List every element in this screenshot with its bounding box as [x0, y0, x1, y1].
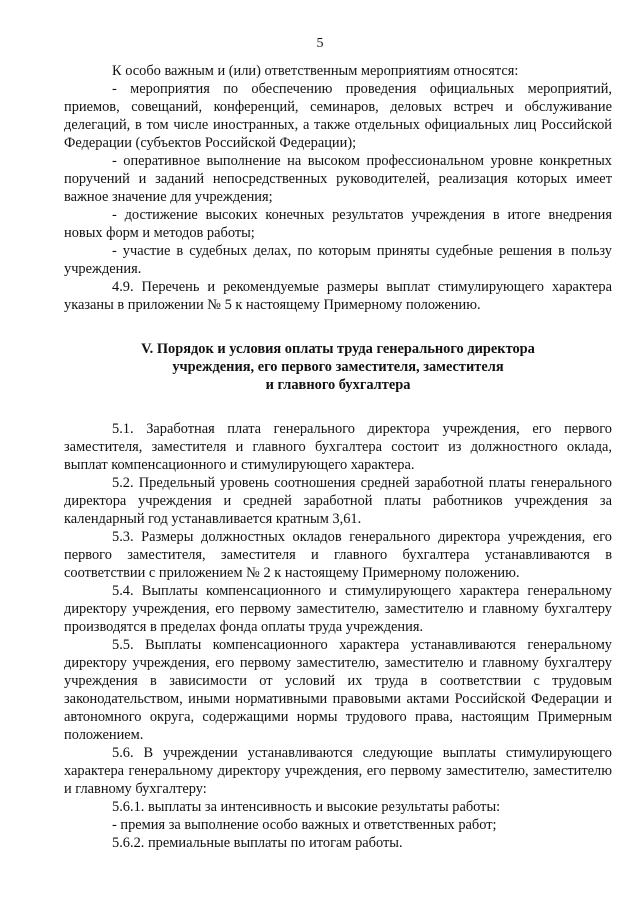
list-item: - участие в судебных делах, по которым приняты судебные решения в пользу учреждения.: [64, 243, 612, 277]
document-body: [64, 62, 612, 852]
section-heading-line: и главного бухгалтера: [265, 377, 411, 393]
paragraph: 5.3. Размеры должностных окладов генерального директора учреждения, его первого заместителя, заместителя и главного бухгалтера устанавливаются в соответствии с приложением № 2 к настоящему Примерному положению.: [64, 529, 612, 581]
list-item: - оперативное выполнение на высоком профессиональном уровне конкретных поручений и заданий непосредственных руководителей, реализация которых имеет важное значение для учреждения;: [64, 153, 612, 205]
paragraph: К особо важным и (или) ответственным мероприятиям относятся:: [112, 63, 519, 79]
page-number: 5: [316, 36, 324, 51]
list-item: - мероприятия по обеспечению проведения официальных мероприятий, приемов, совещаний, конференций, семинаров, деловых встреч и обслуживание делегаций, в том числе иностранных, а также отдельных официальных лиц Российской Федерации (субъектов Российской Федерации);: [64, 81, 612, 151]
list-item: - достижение высоких конечных результатов учреждения в итоге внедрения новых форм и методов работы;: [64, 207, 612, 241]
paragraph: 5.4. Выплаты компенсационного и стимулирующего характера генеральному директору учреждения, его первому заместителю, заместителю и главному бухгалтеру производятся в пределах фонда оплаты труда учреждения.: [64, 583, 612, 635]
paragraph: 5.2. Предельный уровень соотношения средней заработной платы генерального директора учреждения и средней заработной платы работников учреждения за календарный год устанавливается кратным 3,61.: [64, 475, 612, 527]
section-heading-line: V. Порядок и условия оплаты труда генерального директора: [141, 341, 535, 357]
section-heading: [64, 340, 612, 394]
paragraph: 5.6.1. выплаты за интенсивность и высокие результаты работы:: [112, 799, 501, 815]
paragraph: 4.9. Перечень и рекомендуемые размеры выплат стимулирующего характера указаны в приложении № 5 к настоящему Примерному положению.: [64, 279, 612, 313]
list-item: - премия за выполнение особо важных и ответственных работ;: [112, 817, 497, 833]
paragraph: 5.6. В учреждении устанавливаются следующие выплаты стимулирующего характера генеральному директору учреждения, его первому заместителю, заместителю и главному бухгалтеру:: [64, 745, 612, 797]
paragraph: 5.6.2. премиальные выплаты по итогам работы.: [112, 835, 403, 851]
paragraph: 5.5. Выплаты компенсационного характера устанавливаются генеральному директору учреждения, его первому заместителю, заместителю и главному бухгалтеру учреждения в зависимости от условий их труда в соответствии с трудовым законодательством, иными нормативными правовыми актами Российской Федерации и автономного округа, содержащими нормы трудового права, настоящим Примерным положением.: [64, 637, 612, 743]
section-heading-line: учреждения, его первого заместителя, заместителя: [172, 359, 504, 375]
paragraph: 5.1. Заработная плата генерального директора учреждения, его первого заместителя, заместителя и главного бухгалтера состоит из должностного оклада, выплат компенсационного и стимулирующего характера.: [64, 421, 612, 473]
